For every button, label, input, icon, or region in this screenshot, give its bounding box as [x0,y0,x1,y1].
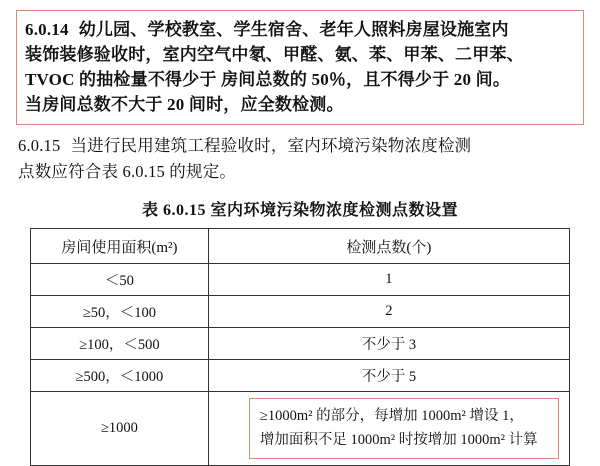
table-header-row [31,229,570,264]
cell-points: 不少于 3 [208,328,569,360]
cell-area: ≥1000 [31,392,209,466]
note-line-1: ≥1000m² 的部分，每增加 1000m² 增设 1， [259,408,524,424]
table-header-points: 检测点数(个) [208,229,569,264]
table-head [31,229,570,264]
clause-6-0-14-line-4: 当房间总数不大于 20 间时，应全数检测。 [25,95,344,114]
table-caption: 表 6.0.15 室内环境污染物浓度检测点数设置 [141,202,458,219]
clause-6-0-14-text-1: 幼儿园、学校教室、学生宿舍、老年人照料房屋设施室内 [78,20,509,39]
table-wrapper [16,228,584,466]
clause-6-0-14-number: 6.0.14 [25,20,69,39]
cell-area: ＜50 [31,264,209,296]
cell-points: 不少于 5 [208,360,569,392]
clause-6-0-15-line-2: 点数应符合表 6.0.15 的规定。 [18,162,237,181]
clause-6-0-14-line-1 [25,17,573,42]
cell-points: 2 [208,296,569,328]
cell-area: ≥50，＜100 [31,296,209,328]
clause-6-0-14-box [16,10,584,125]
clause-6-0-15-block [16,133,584,185]
clause-6-0-14-line-2: 装饰装修验收时，室内空气中氡、甲醛、氨、苯、甲苯、二甲苯、 [25,45,524,64]
clause-6-0-15-text-1: 当进行民用建筑工程验收时，室内环境污染物浓度检测 [70,136,472,155]
cell-points-note [208,392,569,466]
cell-area: ≥500，＜1000 [31,360,209,392]
table-body [31,264,570,466]
clause-6-0-14-line-3: TVOC 的抽检量不得少于 房间总数的 50％，且不得少于 20 间。 [25,70,511,89]
table-row [31,360,570,392]
note-box [249,398,559,459]
table-row [31,328,570,360]
table-row [31,296,570,328]
note-line-2: 增加面积不足 1000m² 时按增加 1000m² 计算 [259,432,538,448]
table-row [31,392,570,466]
clause-6-0-15-line-1 [18,133,584,159]
table-row [31,264,570,296]
cell-points: 1 [208,264,569,296]
table-header-area: 房间使用面积(m²) [31,229,209,264]
detection-points-table [30,228,570,466]
cell-area: ≥100，＜500 [31,328,209,360]
clause-6-0-15-number: 6.0.15 [18,136,61,155]
